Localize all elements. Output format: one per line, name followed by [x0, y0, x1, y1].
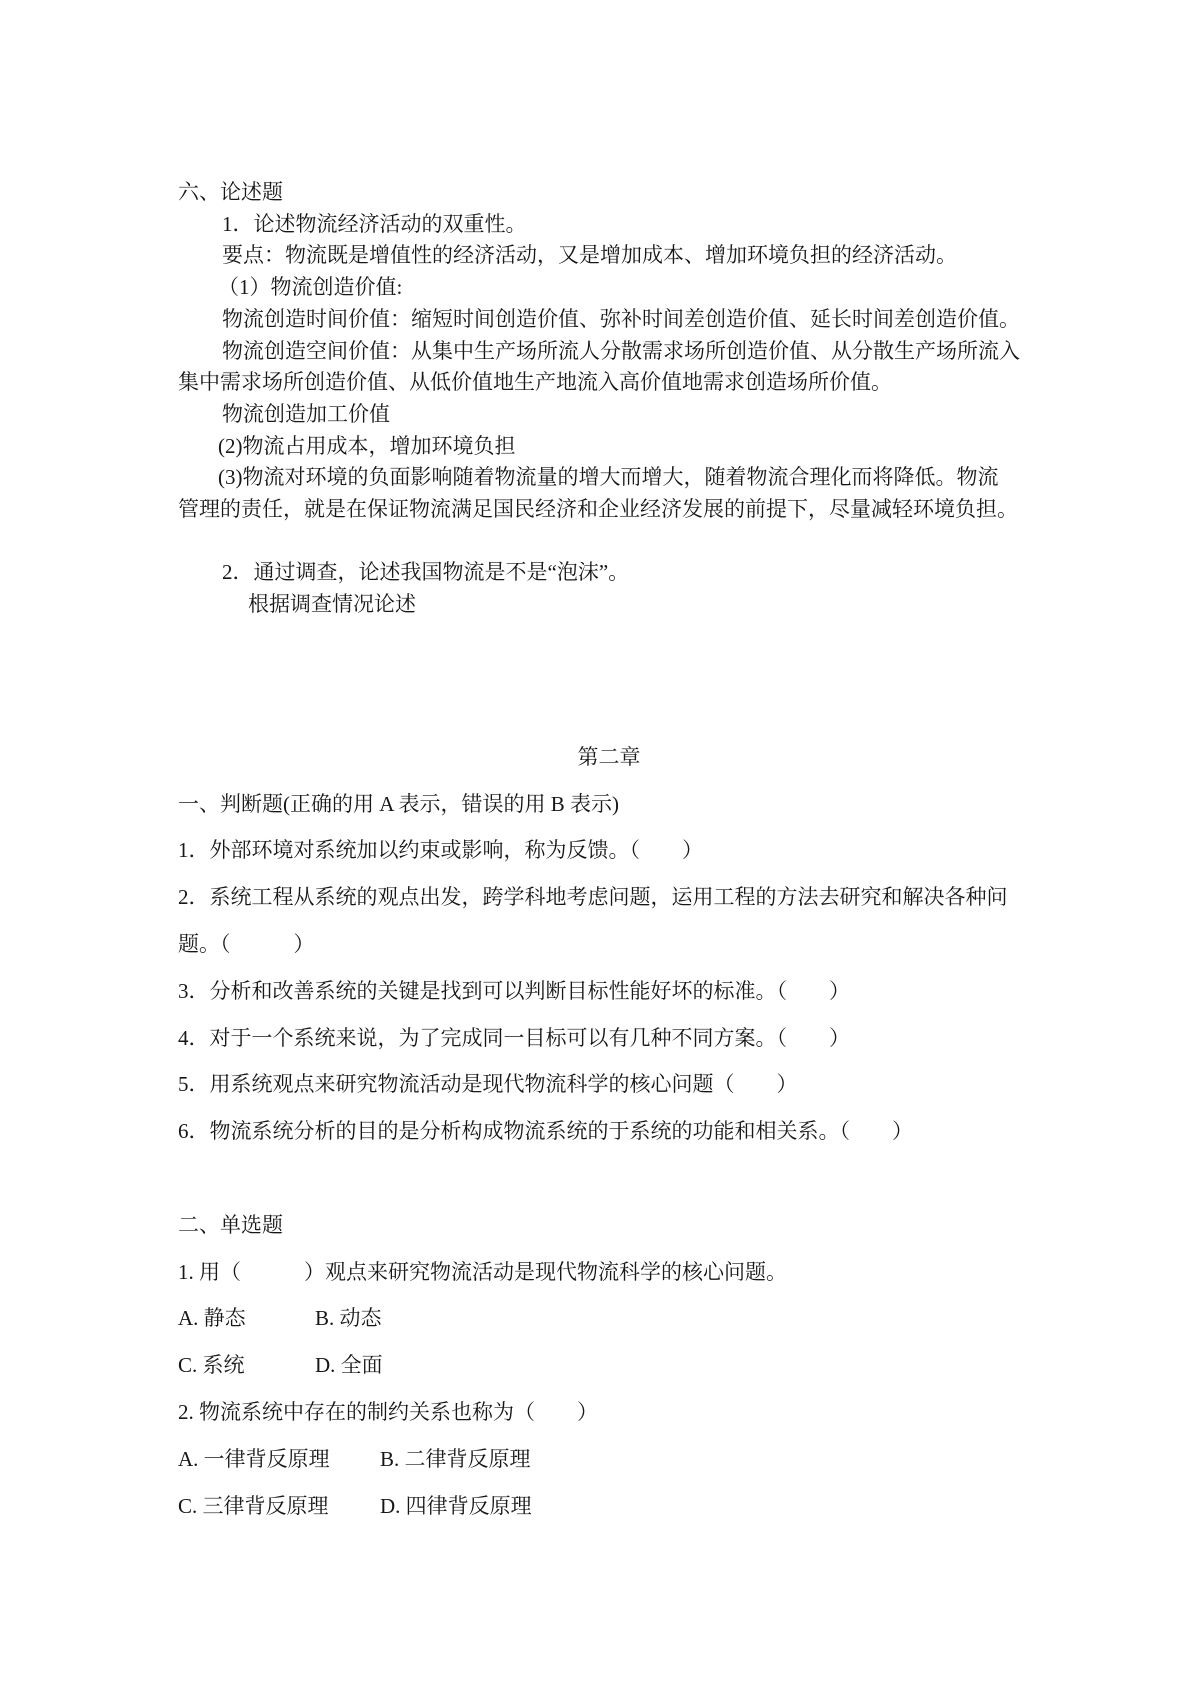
- judge-q2-line2: 题。（ ）: [178, 932, 315, 957]
- judge-q6: 6．物流系统分析的目的是分析构成物流系统的于系统的功能和相关系。（ ）: [178, 1119, 913, 1144]
- chapter-title: 第二章: [577, 744, 641, 769]
- mc-q1-options-cd: [178, 1342, 1040, 1389]
- blank-line: [178, 526, 1040, 558]
- mc-q1-option-c: C. 系统: [178, 1353, 245, 1378]
- mc-q1-option-d: D. 全面: [315, 1353, 383, 1378]
- judge-q3: 3．分析和改善系统的关键是找到可以判断目标性能好坏的标准。（ ）: [178, 978, 850, 1003]
- essay-question-section: [178, 177, 1040, 621]
- text-block: [178, 0, 1040, 1529]
- essay-q2-note: 根据调查情况论述: [248, 592, 416, 617]
- mc-q2-option-d: D. 四律背反原理: [380, 1493, 532, 1518]
- mc-q2-options-ab: [178, 1436, 1040, 1483]
- essay-point3-line1: (3)物流对环境的负面影响随着物流量的增大而增大，随着物流合理化而将降低。物流: [218, 465, 999, 490]
- blank-line: [178, 1155, 1040, 1202]
- essay-space-value-line1: 物流创造空间价值：从集中生产场所流人分散需求场所创造价值、从分散生产场所流入: [222, 338, 1020, 363]
- judge-q4: 4．对于一个系统来说，为了完成同一目标可以有几种不同方案。（ ）: [178, 1025, 850, 1050]
- essay-points-intro: 要点：物流既是增值性的经济活动，又是增加成本、增加环境负担的经济活动。: [222, 243, 957, 268]
- mc-q1-option-b: B. 动态: [315, 1306, 382, 1331]
- judge-section-header: 一、判断题(正确的用 A 表示，错误的用 B 表示): [178, 791, 619, 816]
- mc-q2-options-cd: [178, 1483, 1040, 1530]
- essay-section-header: 六、论述题: [178, 180, 283, 204]
- chapter2-section: [178, 734, 1040, 1530]
- essay-time-value: 物流创造时间价值：缩短时间创造价值、弥补时间差创造价值、延长时间差创造价值。: [222, 306, 1020, 331]
- judge-q2-line1: 2．系统工程从系统的观点出发，跨学科地考虑问题，运用工程的方法去研究和解决各种问: [178, 885, 1008, 910]
- essay-q2: 2．通过调查，论述我国物流是不是“泡沫”。: [222, 560, 630, 585]
- mc-q2-option-a: A. 一律背反原理: [178, 1446, 330, 1471]
- judge-q5: 5．用系统观点来研究物流活动是现代物流科学的核心问题（ ）: [178, 1072, 798, 1097]
- mc-q1-option-a: A. 静态: [178, 1306, 246, 1331]
- essay-q1: 1．论述物流经济活动的双重性。: [222, 211, 527, 236]
- single-choice-section-header: 二、单选题: [178, 1212, 283, 1237]
- mc-q1-options-ab: [178, 1295, 1040, 1342]
- mc-q2: 2. 物流系统中存在的制约关系也称为（ ）: [178, 1399, 598, 1424]
- essay-space-value-line2: 集中需求场所创造价值、从低价值地生产地流入高价值地需求创造场所价值。: [178, 370, 892, 395]
- essay-point2: (2)物流占用成本，增加环境负担: [218, 433, 516, 458]
- mc-q1: 1. 用（ ）观点来研究物流活动是现代物流科学的核心问题。: [178, 1259, 787, 1284]
- mc-q2-option-b: B. 二律背反原理: [380, 1446, 531, 1471]
- mc-q2-option-c: C. 三律背反原理: [178, 1493, 329, 1518]
- essay-point1-title: （1）物流创造价值:: [218, 275, 403, 300]
- essay-process-value: 物流创造加工价值: [222, 401, 390, 426]
- judge-q1: 1．外部环境对系统加以约束或影响，称为反馈。（ ）: [178, 838, 703, 863]
- essay-point3-line2: 管理的责任，就是在保证物流满足国民经济和企业经济发展的前提下，尽量减轻环境负担。: [178, 497, 1018, 522]
